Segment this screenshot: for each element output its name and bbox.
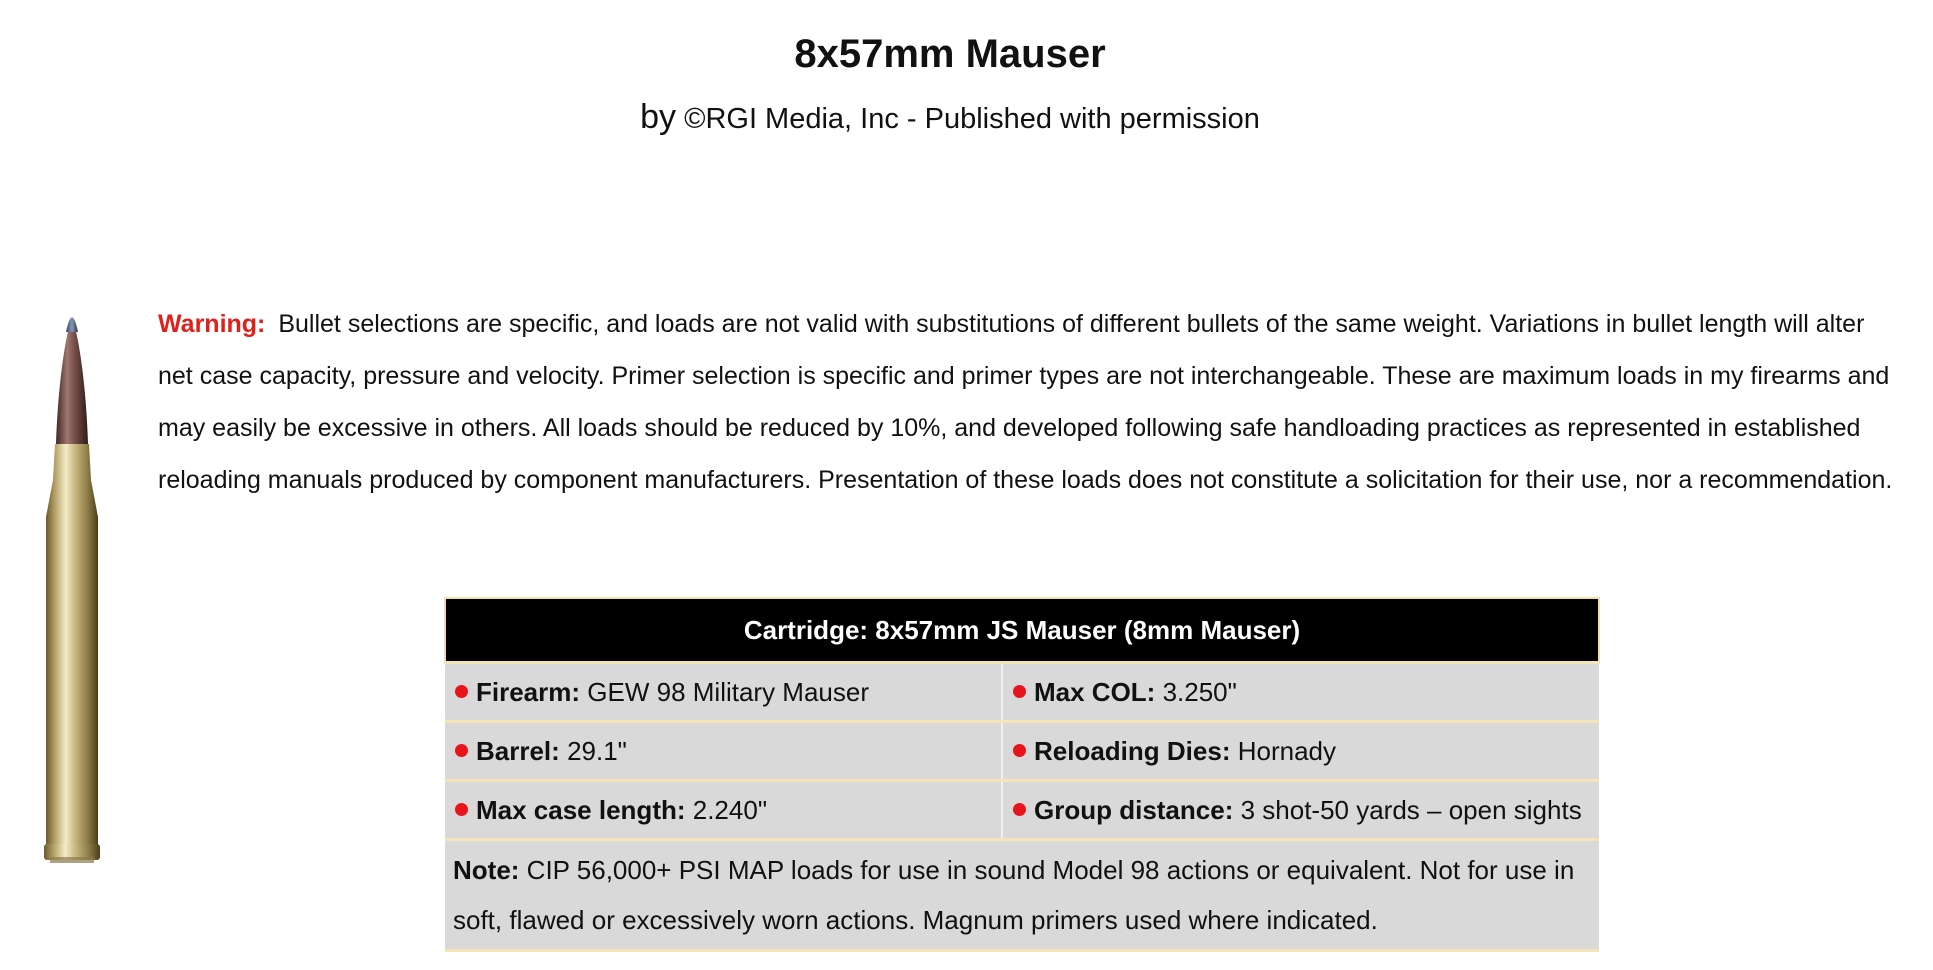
- bullet-dot-icon: [455, 744, 468, 757]
- spec-value: 3.250": [1162, 676, 1237, 707]
- spec-key: Max COL:: [1034, 676, 1156, 707]
- warning-label: Warning:: [158, 310, 266, 338]
- note-key: Note:: [453, 855, 520, 885]
- bullet-dot-icon: [1013, 803, 1026, 816]
- spec-value: 2.240": [692, 794, 768, 825]
- spec-key: Barrel:: [476, 735, 560, 766]
- spec-cell: [445, 663, 1002, 722]
- spec-key: Group distance:: [1034, 794, 1234, 825]
- spec-cell: [445, 722, 1002, 781]
- spec-value: GEW 98 Military Mauser: [587, 676, 870, 707]
- spec-value: 3 shot-50 yards – open sights: [1240, 794, 1582, 825]
- spec-key: Firearm:: [476, 676, 581, 707]
- byline-by: by: [640, 98, 677, 136]
- page-title: 8x57mm Mauser: [794, 32, 1106, 76]
- spec-value: 29.1": [567, 735, 627, 766]
- bullet-dot-icon: [1013, 744, 1026, 757]
- table-row: [445, 781, 1599, 840]
- table-row: [445, 663, 1599, 722]
- spec-cell: [445, 781, 1002, 840]
- note-cell: [445, 840, 1599, 951]
- bullet-dot-icon: [1013, 685, 1026, 698]
- spec-key: Reloading Dies:: [1034, 735, 1231, 766]
- warning-text: Bullet selections are specific, and loads are not valid with substitutions of different bullets of the same weight. Variations in bullet length will alter net case capacity, pressure and velocity. Primer selection is specific and primer types are not interchangeable. These are maximum loads in my firearms and may easily be excessive in others. All loads should be reduced by 10%, and developed following safe handloading practices as represented in established reloading manuals produced by component manufacturers. Presentation of these loads does not constitute a solicitation for their use, nor a recommendation.: [158, 310, 1893, 494]
- spec-cell: [1002, 722, 1599, 781]
- spec-cell: [1002, 663, 1599, 722]
- table-note-row: [445, 840, 1599, 951]
- byline-credit: ©RGI Media, Inc - Published with permission: [684, 103, 1260, 135]
- spec-value: Hornady: [1237, 735, 1336, 766]
- note-text: CIP 56,000+ PSI MAP loads for use in sound Model 98 actions or equivalent. Not for use in soft, flawed or excessively worn actions. Magnum primers used where indicated.: [453, 855, 1575, 935]
- warning-paragraph: [158, 298, 1898, 506]
- cartridge-image: [22, 312, 122, 872]
- bullet-dot-icon: [455, 803, 468, 816]
- spec-cell: [1002, 781, 1599, 840]
- table-header-row: [445, 598, 1599, 663]
- page-subtitle: [0, 98, 1900, 137]
- bullet-dot-icon: [455, 685, 468, 698]
- table-heading: Cartridge: 8x57mm JS Mauser (8mm Mauser): [445, 598, 1599, 663]
- cartridge-specs-table: [444, 597, 1600, 952]
- spec-key: Max case length:: [476, 794, 686, 825]
- table-row: [445, 722, 1599, 781]
